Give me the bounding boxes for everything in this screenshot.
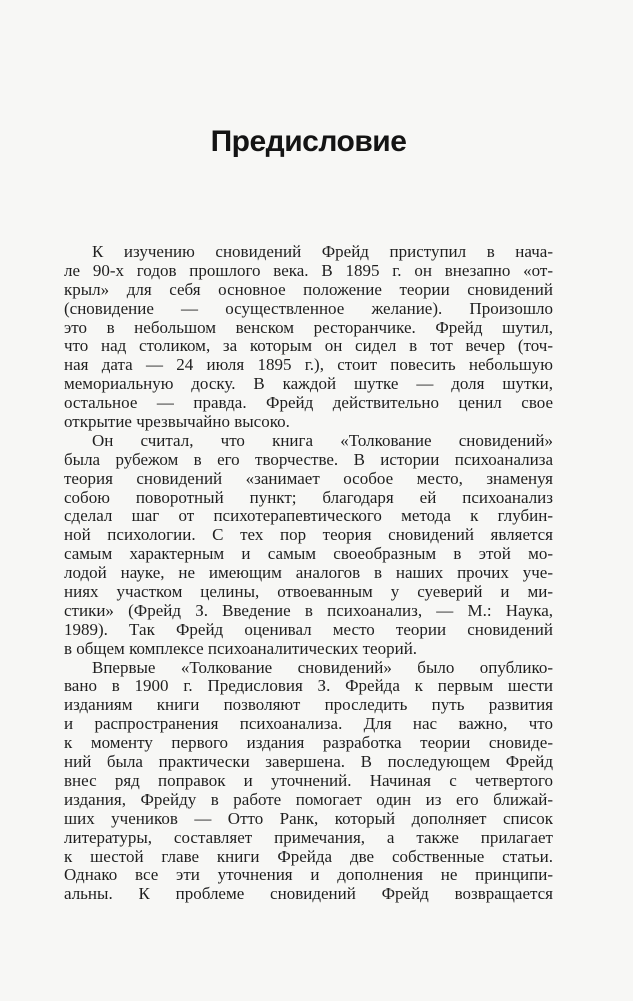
text-line: издания, Фрейду в работе помогает один из его ближай- — [64, 789, 553, 809]
text-line: в общем комплексе психоаналитических теорий. — [64, 638, 418, 658]
text-line: стики» (Фрейд З. Введение в психоанализ, — М.: Наука, — [64, 600, 553, 620]
text-line: к моменту первого издания разработка теории сновиде- — [64, 733, 553, 753]
text-line: мемориальную доску. В каждой шутке — доля шутки, — [64, 374, 553, 394]
paragraph — [64, 432, 553, 659]
text-line: ная дата — 24 июля 1895 г.), стоит повесить небольшую — [64, 355, 553, 375]
text-line: вано в 1900 г. Предисловия З. Фрейда к первым шести — [64, 676, 553, 696]
text-line: ших учеников — Отто Ранк, который дополняет список — [64, 808, 553, 828]
text-line: (сновидение — осуществленное желание). Произошло — [64, 298, 553, 318]
text-line: изданиям книги позволяют проследить путь развития — [64, 695, 553, 715]
text-line: и распространения психоанализа. Для нас важно, что — [64, 714, 553, 734]
text-line: сделал шаг от психотерапевтического метода к глубин- — [64, 506, 553, 526]
text-line: самым характерным и самым своеобразным в этой мо- — [64, 544, 553, 564]
text-line: 1989). Так Фрейд оценивал место теории сновидений — [64, 619, 553, 639]
text-line: ний была практически завершена. В последующем Фрейд — [64, 752, 553, 772]
text-line: Он считал, что книга «Толкование сновидений» — [92, 430, 553, 450]
text-line: что над столиком, за которым он сидел в тот вечер (точ- — [64, 336, 553, 356]
paragraph — [64, 659, 553, 905]
paragraph — [64, 243, 553, 432]
chapter-title: Предисловие — [210, 125, 407, 158]
text-line: альны. К проблеме сновидений Фрейд возвращается — [64, 884, 553, 904]
text-line: крыл» для себя основное положение теории сновидений — [64, 279, 553, 299]
text-line: к шестой главе книги Фрейда две собственные статьи. — [64, 846, 553, 866]
text-line: ниях участком целины, отвоеванным у суеверий и ми- — [64, 582, 553, 602]
text-line: Впервые «Толкование сновидений» было опублико- — [92, 657, 553, 677]
text-line: лодой науке, не имеющим аналогов в наших прочих уче- — [64, 563, 553, 583]
text-line: внес ряд поправок и уточнений. Начиная с четвертого — [64, 770, 553, 790]
text-line: собою поворотный пункт; благодаря ей психоанализ — [64, 487, 553, 507]
text-line: литературы, составляет примечания, а также прилагает — [64, 827, 553, 847]
text-line: К изучению сновидений Фрейд приступил в нача- — [92, 242, 553, 261]
text-line: Однако все эти уточнения и дополнения не принципи- — [64, 865, 553, 885]
text-line: остальное — правда. Фрейд действительно ценил свое — [64, 393, 553, 413]
text-line: ле 90-х годов прошлого века. В 1895 г. он внезапно «от- — [64, 260, 553, 280]
text-line: ной психологии. С тех пор теория сновидений является — [64, 525, 553, 545]
body-text — [64, 243, 553, 904]
text-line: открытие чрезвычайно высоко. — [64, 412, 290, 432]
text-line: была рубежом в его творчестве. В истории психоанализа — [64, 449, 553, 469]
text-line: это в небольшом венском ресторанчике. Фрейд шутил, — [64, 317, 553, 337]
text-line: теория сновидений «занимает особое место, знаменуя — [64, 468, 553, 488]
